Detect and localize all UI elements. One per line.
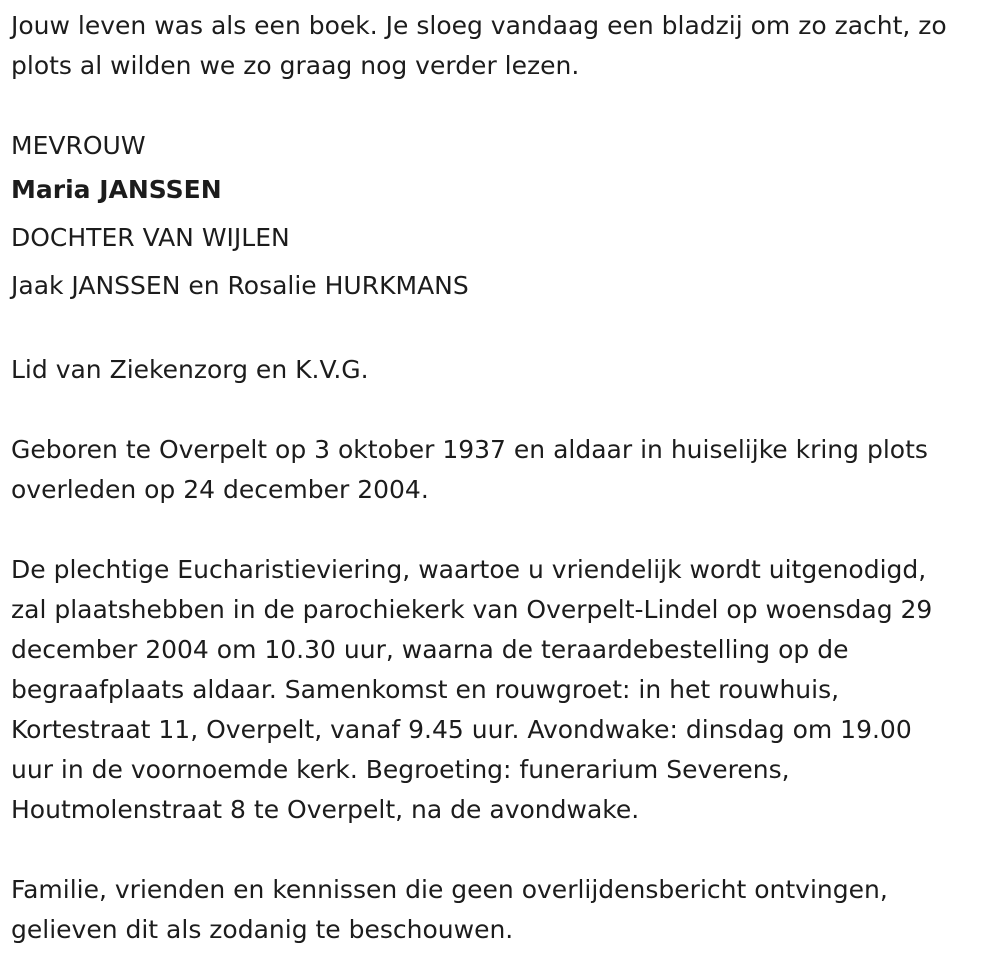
intro-line: Jouw leven was als een boek. Je sloeg vandaag een bladzij om zo zacht, zo	[11, 11, 947, 40]
closing-line: gelieven dit als zodanig te beschouwen.	[11, 915, 514, 944]
obituary-document	[11, 6, 996, 950]
ceremony-line: De plechtige Eucharistieviering, waartoe u vriendelijk wordt uitgenodigd,	[11, 555, 927, 584]
ceremony-line: Houtmolenstraat 8 te Overpelt, na de avondwake.	[11, 795, 640, 824]
salutation: MEVROUW	[11, 131, 146, 160]
parents-line: Jaak JANSSEN en Rosalie HURKMANS	[11, 271, 469, 300]
intro-line: plots al wilden we zo graag nog verder lezen.	[11, 51, 580, 80]
birth-death-line: overleden op 24 december 2004.	[11, 475, 429, 504]
intro-paragraph	[11, 6, 996, 86]
closing-line: Familie, vrienden en kennissen die geen overlijdensbericht ontvingen,	[11, 875, 888, 904]
deceased-name: Maria JANSSEN	[11, 175, 222, 204]
name-block	[11, 126, 996, 310]
ceremony-line: december 2004 om 10.30 uur, waarna de teraardebestelling op de	[11, 635, 849, 664]
ceremony-line: zal plaatshebben in de parochiekerk van Overpelt-Lindel op woensdag 29	[11, 595, 933, 624]
ceremony-line: begraafplaats aldaar. Samenkomst en rouwgroet: in het rouwhuis,	[11, 675, 840, 704]
membership-line: Lid van Ziekenzorg en K.V.G.	[11, 355, 369, 384]
ceremony-paragraph	[11, 550, 996, 830]
closing-paragraph	[11, 870, 996, 950]
birth-death-line: Geboren te Overpelt op 3 oktober 1937 en aldaar in huiselijke kring plots	[11, 435, 928, 464]
birth-death-paragraph	[11, 430, 996, 510]
ceremony-line: uur in de voornoemde kerk. Begroeting: funerarium Severens,	[11, 755, 790, 784]
ceremony-line: Kortestraat 11, Overpelt, vanaf 9.45 uur. Avondwake: dinsdag om 19.00	[11, 715, 912, 744]
relation-line: DOCHTER VAN WIJLEN	[11, 223, 290, 252]
